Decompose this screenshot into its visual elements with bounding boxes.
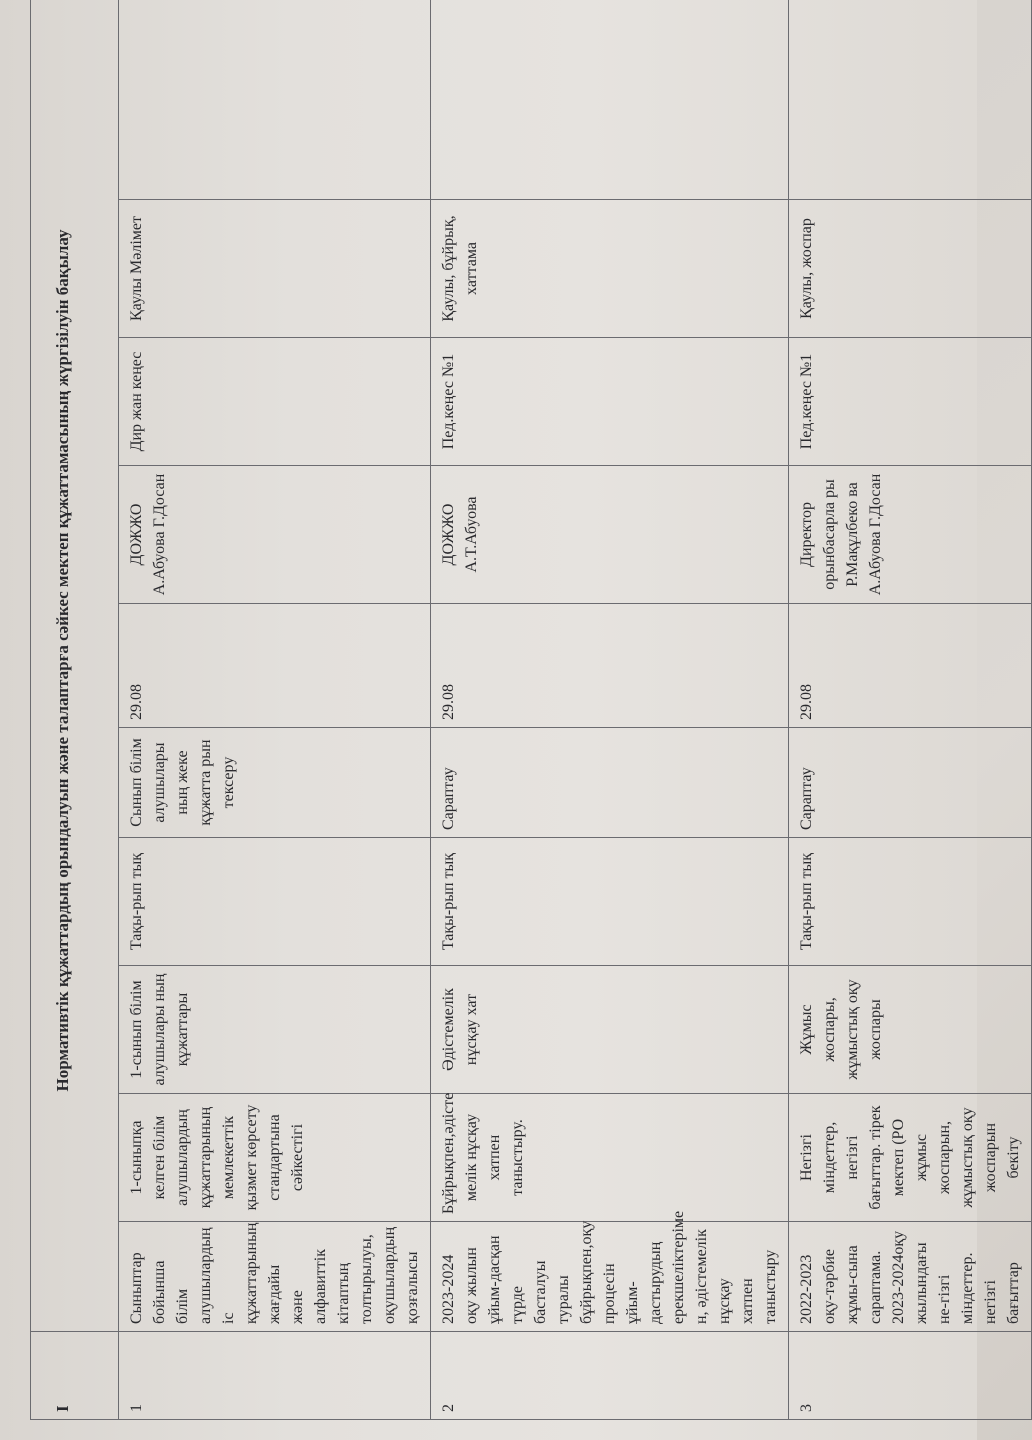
row-responsible: ДОЖЖО А.Т.Абуова (431, 466, 789, 604)
row-type: Тақы-рып тық (119, 838, 431, 966)
row-method: Сараптау (431, 728, 789, 838)
row-date: 29.08 (789, 604, 1032, 728)
row-where: Дир жан кеңес (119, 338, 431, 466)
row-result: Қаулы Мәлімет (119, 200, 431, 338)
section-header-row (31, 0, 119, 1420)
row-date: 29.08 (431, 604, 789, 728)
row-topic: 2022-2023 оқу-тәрбие жұмы-сына сараптама. 2023-2024оқу жылындағы не-гізгі міндеттер. негізгі бағыттар (789, 1222, 1032, 1332)
row-method: Сараптау (789, 728, 1032, 838)
row-goal: 1-сыныпқа келген білім алушылардың құжаттарының мемлекеттік қызмет көрсету стандартына сәйкестігі (119, 1094, 431, 1222)
row-number: 1 (119, 1332, 431, 1420)
row-responsible: Директор орынбасарла ры Р.Мақұлбеко ва А.Абуова Г.Досан (789, 466, 1032, 604)
row-result: Қаулы, жоспар (789, 200, 1032, 338)
section-number: I (31, 1332, 119, 1420)
control-plan-table (30, 0, 1032, 1420)
row-goal: Бұйрықпен,әдісте мелік нұсқау хатпен таныстыру. (431, 1094, 789, 1222)
row-goal: Негізгі міндеттер, негізгі бағыттар. тірек мектеп (РО жұмыс жоспарын, жұмыстық оқу жоспарын бекіту (789, 1094, 1032, 1222)
table-row (431, 0, 789, 1420)
row-extra (119, 0, 431, 200)
row-topic: Сыныптар бойынша білім алушылардың іс құжаттарының жағдайы және алфавиттік кітаптың толтырылуы, оқушылардың қозғалысы (119, 1222, 431, 1332)
row-number: 3 (789, 1332, 1032, 1420)
row-object: Әдістемелік нұсқау хат (431, 966, 789, 1094)
row-number: 2 (431, 1332, 789, 1420)
row-date: 29.08 (119, 604, 431, 728)
row-object: 1-сынып білім алушылары ның құжаттары (119, 966, 431, 1094)
row-where: Пед.кеңес №1 (789, 338, 1032, 466)
row-extra (789, 0, 1032, 200)
row-extra (431, 0, 789, 200)
row-type: Тақы-рып тық (789, 838, 1032, 966)
row-object: Жұмыс жоспары, жұмыстық оқу жоспары (789, 966, 1032, 1094)
table-row (789, 0, 1032, 1420)
rotated-document-page (30, 30, 1022, 1420)
section-title: Нормативтік құжаттардың орындалуын және талаптарға сәйкес мектеп құжаттамасының жүргізілуін бақылау (31, 0, 119, 1332)
row-responsible: ДОЖЖО А.Абуова Г.Досан (119, 466, 431, 604)
row-method: Сынып білім алушылары ның жеке құжатта рын тексеру (119, 728, 431, 838)
table-row (119, 0, 431, 1420)
row-topic: 2023-2024 оқу жылын ұйым-дасқан түрде басталуы туралы бұйрықпен,оқу процесін ұйым-дастырудың ерекшеліктеріме н, әдістемелік нұсқау хатпен таныстыру (431, 1222, 789, 1332)
row-result: Қаулы, бұйрық, хаттама (431, 200, 789, 338)
row-type: Тақы-рып тық (431, 838, 789, 966)
row-where: Пед.кеңес №1 (431, 338, 789, 466)
